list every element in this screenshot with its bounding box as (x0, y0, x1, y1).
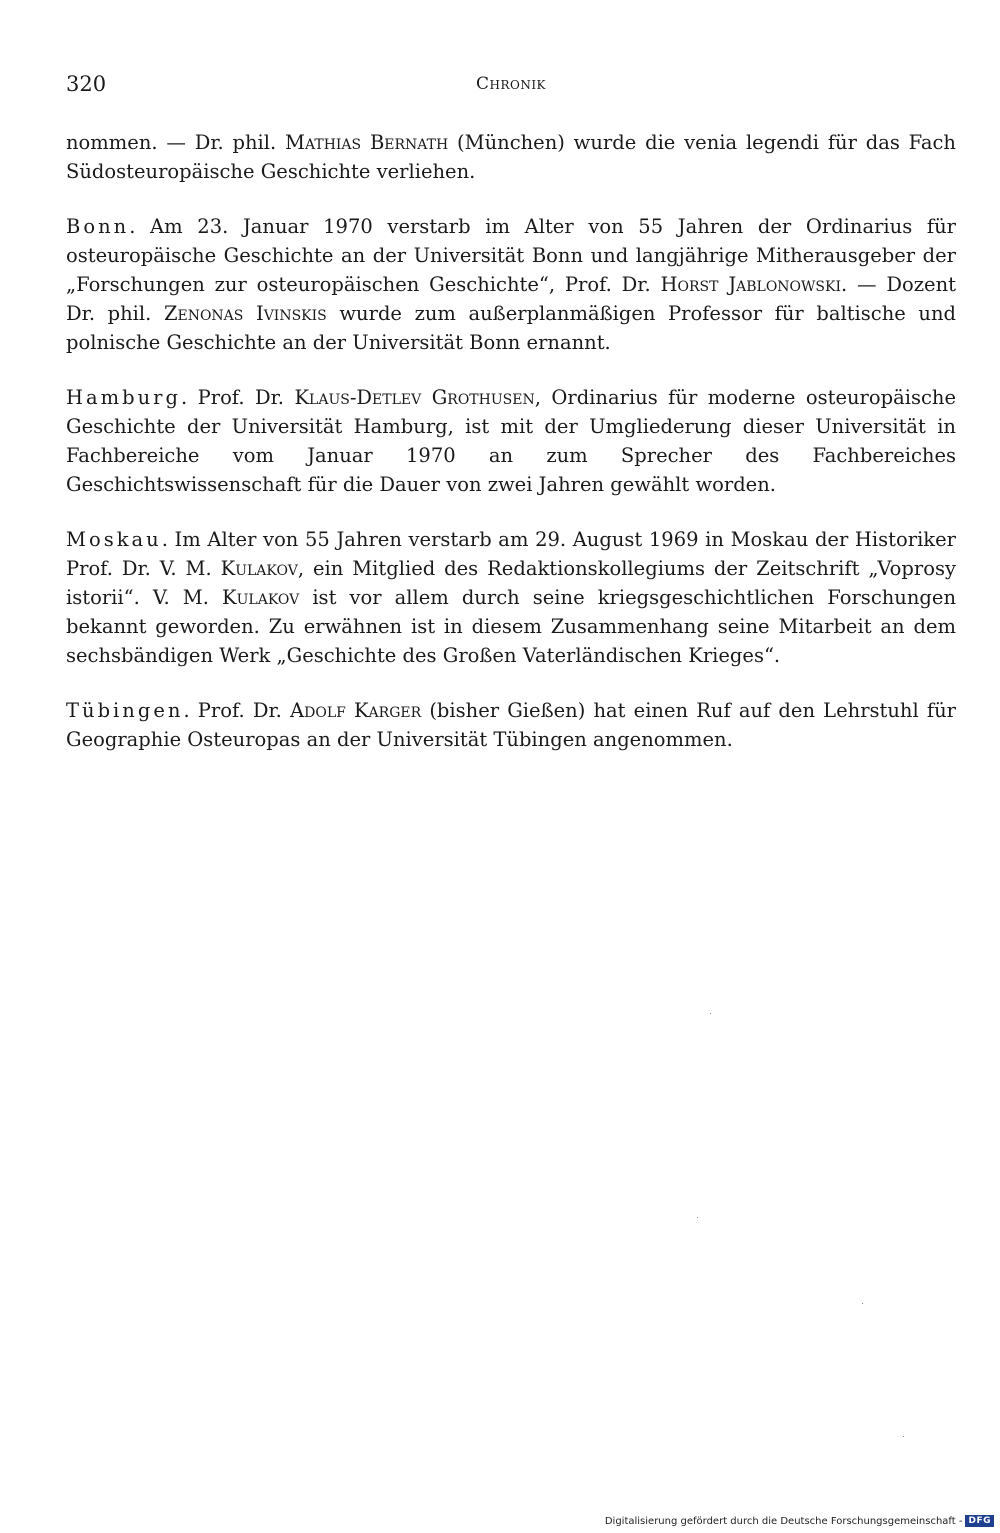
person-name: Klaus-Detlev Grothusen (294, 386, 535, 409)
scan-speck (697, 1217, 698, 1218)
person-name: Kulakov (222, 586, 300, 609)
dfg-logo: DFG (965, 1515, 994, 1527)
text-segment: ist vor allem durch seine kriegsgeschichtlichen Forschungen bekannt geworden. Zu erwähnen ist in diesem Zusammenhang seine Mitarbeit an dem sechsbändigen Werk „Geschichte des Großen Vaterländischen Krieges“. (66, 586, 956, 667)
paragraph (66, 212, 956, 357)
footer-credit: Digitalisierung gefördert durch die Deutsche Forschungsgemeinschaft - (604, 1515, 963, 1527)
location-heading: Hamburg (66, 386, 181, 409)
text-segment: wurde zum außerplanmäßigen Professor für baltische und polnische Geschichte an der Universität Bonn ernannt. (66, 302, 956, 354)
paragraph (66, 383, 956, 499)
paragraph (66, 525, 956, 670)
text-segment: . Am 23. Januar 1970 verstarb im Alter von 55 Jahren der Ordinarius für osteuropäische Geschichte an der Universität Bonn und langjährige Mitherausgeber der „Forschungen zur osteuropäischen Geschichte“, Prof. Dr. (66, 215, 956, 296)
footer (605, 1515, 994, 1527)
text-segment: . Prof. Dr. (180, 386, 295, 409)
location-heading: Tübingen (66, 699, 184, 722)
text-segment: nommen. — Dr. phil. (66, 131, 286, 154)
paragraph (66, 128, 956, 186)
location-heading: Moskau (66, 528, 162, 551)
person-name: Horst Jablonowski (660, 273, 842, 296)
text-segment: . Im Alter von 55 Jahren verstarb am 29. August 1969 in Moskau der Historiker Prof. Dr. V. M. (66, 528, 956, 580)
page-number: 320 (66, 72, 107, 96)
person-name: Adolf Karger (290, 699, 422, 722)
text-segment: . Prof. Dr. (183, 699, 291, 722)
running-head: Chronik (475, 74, 547, 94)
article-body (66, 128, 956, 780)
page-header (66, 72, 956, 102)
scan-speck (862, 1303, 863, 1304)
text-segment: , ein Mitglied des Redaktionskollegiums der Zeitschrift „Voprosy istorii“. V. M. (66, 557, 956, 609)
person-name: Kulakov (220, 557, 298, 580)
person-name: Zenonas Ivinskis (163, 302, 327, 325)
scan-speck (710, 1013, 711, 1014)
text-segment: (bisher Gießen) hat einen Ruf auf den Lehrstuhl für Geographie Osteuropas an der Universität Tübingen angenommen. (66, 699, 956, 751)
paragraph (66, 696, 956, 754)
text-segment: , Ordinarius für moderne osteuropäische Geschichte der Universität Hamburg, ist mit der Umgliederung dieser Universität in Fachbereiche vom Januar 1970 an zum Sprecher des Fachbereiches Geschichtswissenschaft für die Dauer von zwei Jahren gewählt worden. (66, 386, 956, 496)
person-name: Mathias Bernath (285, 131, 449, 154)
location-heading: Bonn (66, 215, 130, 238)
scan-speck (903, 1436, 904, 1437)
text-segment: (München) wurde die venia legendi für das Fach Südosteuropäische Geschichte verliehen. (66, 131, 956, 183)
text-segment: . — Dozent Dr. phil. (66, 273, 956, 325)
